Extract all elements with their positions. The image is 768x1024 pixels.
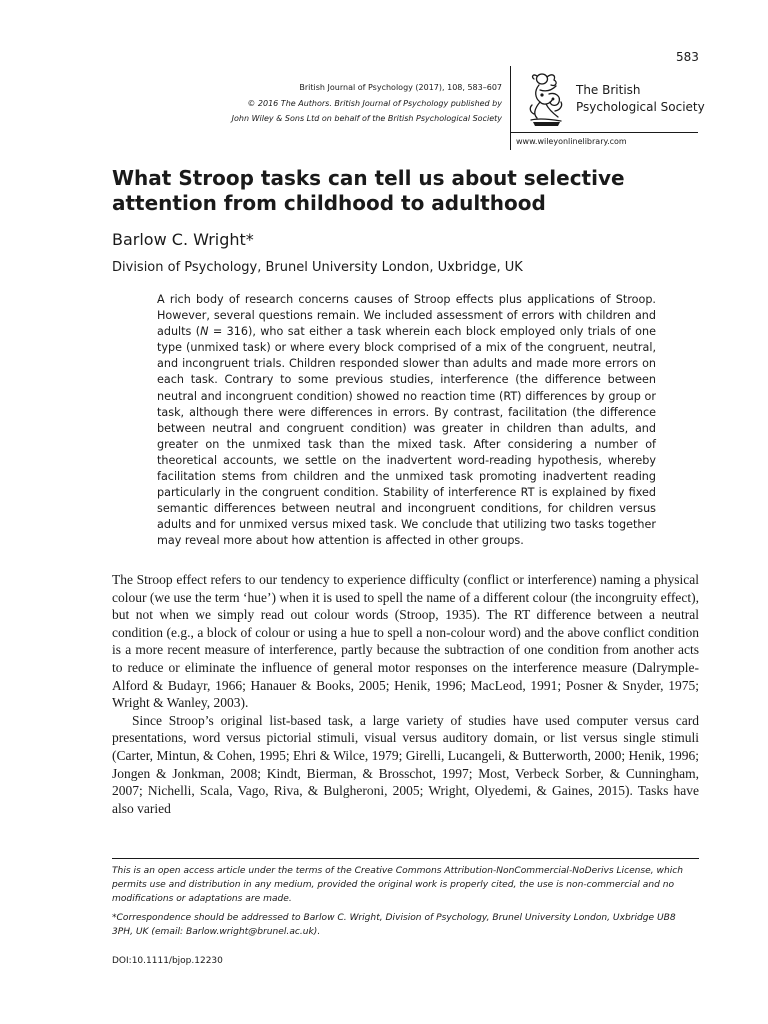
body-paragraph: The Stroop effect refers to our tendency to experience difficulty (conflict or interference) naming a physical colour (we use the term ‘hue’) when it is used to spell the name of a different colour (the incongruity effect), but not when we simply read out colour words (Stroop, 1935). The RT difference between a neutral condition (e.g., a block of colour or using a hue to spell a non-colour word) and the above conflict condition is a more recent measure of interference, partly because the subtraction of one condition from another acts to reduce or eliminate the influence of general motor responses on the interference measure (Dalrymple-Alford & Budayr, 1966; Hanauer & Books, 2005; Henik, 1996; MacLeod, 1991; Posner & Snyder, 1975; Wright & Wanley, 2003). — [112, 572, 699, 711]
abstract — [157, 292, 656, 550]
article-title: What Stroop tasks can tell us about selective attention from childhood to adulthood — [112, 166, 625, 215]
author-name: Barlow C. Wright* — [112, 230, 254, 249]
copyright-line: © 2016 The Authors. British Journal of Psychology published by — [247, 98, 502, 108]
doi[interactable]: DOI:10.1111/bjop.12230 — [112, 956, 223, 966]
abstract-text: A rich body of research concerns causes of Stroop effects plus applications of Stroop. However, several questions remain. We included assessment of errors with children and adults ( — [157, 293, 656, 339]
body-paragraph: Since Stroop’s original list-based task, a large variety of studies have used computer versus card presentations, word versus pictorial stimuli, visual versus auditory domain, or list versus single stimuli (Carter, Mintun, & Cohen, 1995; Ehri & Wilce, 1979; Girelli, Lucangeli, & Butterworth, 2000; Henik, 1996; Jongen & Jonkman, 2008; Kindt, Bierman, & Brosschot, 1997; Most, Verbeck Sorber, & Cunningham, 2007; Nichelli, Scala, Vago, Riva, & Bulgheroni, 2005; Wright, Olyedemi, & Gaines, 2015). Tasks have also varied — [112, 712, 699, 816]
body-text — [112, 571, 699, 817]
header-vertical-rule — [510, 66, 511, 150]
correspondence-footnote: *Correspondence should be addressed to Barlow C. Wright, Division of Psychology, Brunel University London, Uxbridge UB8 3PH, UK (email: Barlow.wright@brunel.ac.uk). — [112, 913, 676, 937]
bps-emblem-icon — [525, 70, 567, 128]
license-footnote: This is an open access article under the terms of the Creative Commons Attribution-NonCommercial-NoDerivs License, which permits use and distribution in any medium, provided the original work is properly cited, the use is non-commercial and no modifications or adaptations are made. — [112, 866, 684, 904]
wiley-online-library-link[interactable]: www.wileyonlinelibrary.com — [516, 137, 627, 146]
society-name — [576, 82, 705, 116]
society-name-line: The British — [576, 83, 641, 97]
author-affiliation: Division of Psychology, Brunel University London, Uxbridge, UK — [112, 260, 523, 275]
footnotes — [112, 864, 699, 939]
sample-size-symbol: N — [200, 325, 209, 339]
header-horizontal-rule — [510, 132, 698, 133]
journal-citation — [200, 80, 502, 127]
page-number: 583 — [676, 50, 699, 64]
abstract-text: = 316), who sat either a task wherein each block employed only trials of one type (unmixed task) or where every block comprised of a mix of the congruent, neutral, and incongruent trials. Children responded slower than adults and made more errors on each task. Contrary to some previous studies, interference (the difference between neutral and incongruent condition) showed no reaction time (RT) differences by group or task, although there were differences in errors. By contrast, facilitation (the difference between neutral and congruent condition) was greater in children than adults, and greater on the unmixed task than the mixed task. After considering a number of theoretical accounts, we settle on the inadvertent word-reading hypothesis, whereby facilitation stems from children and the unmixed task promoting inadvertent reading particularly in the congruent condition. Stability of interference RT is explained by fixed semantic differences between neutral and incongruent conditions, for children versus adults and for unmixed versus mixed task. We conclude that utilizing two tasks together may reveal more about how attention is affected in other groups. — [157, 325, 656, 548]
journal-citation-line: British Journal of Psychology (2017), 108, 583–607 — [299, 83, 502, 92]
publisher-line: John Wiley & Sons Ltd on behalf of the British Psychological Society — [231, 114, 502, 123]
footnote-rule — [112, 858, 699, 859]
society-name-line: Psychological Society — [576, 100, 705, 114]
